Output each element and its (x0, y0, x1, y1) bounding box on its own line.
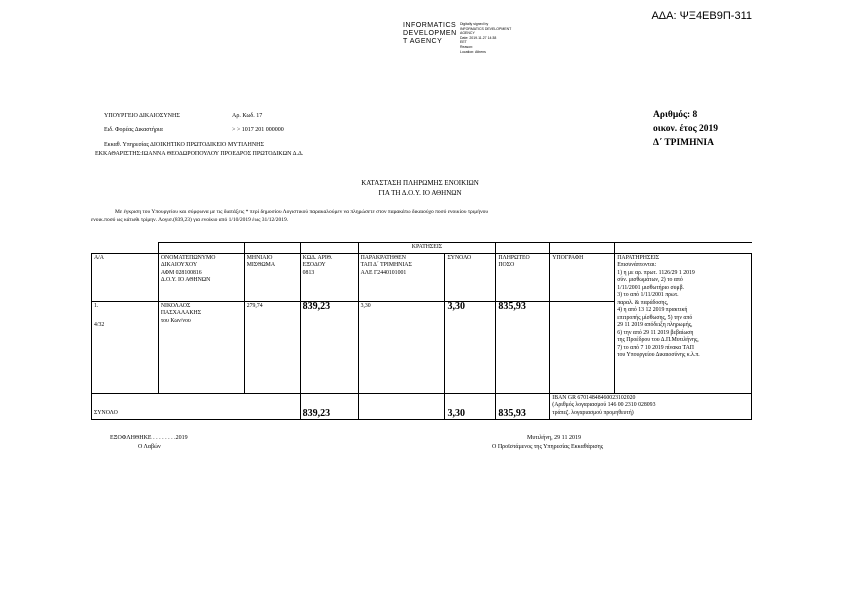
place-date: Μυτιλήνη, 29 11 2019 (527, 435, 581, 441)
exoflithike: ΕΞΟΦΛΗΘΗΚΕ . . . . . . . .2019 (110, 435, 188, 441)
ar-kod: Αρ. Κωδ. 17 (232, 113, 263, 119)
eid-foreas: Ειδ. Φορέας Δικαστήρια (104, 127, 163, 133)
arithmos: Αριθμός: 8 (653, 110, 698, 120)
synolo-value: 3,30 (445, 301, 496, 393)
kae-value: 839,23 (300, 301, 358, 393)
total-row (92, 393, 752, 419)
table-row: 1. 4/32 ΝΙΚΟΛΑΟΣ ΠΑΣΧΑΛΑΚΗΣ του Κων/νου 279,74 839,23 3,30 3,30 835,93 (92, 301, 752, 393)
col-ypografi: ΥΠΟΓΡΑΦΗ (550, 253, 615, 301)
ministry-name: ΥΠΟΥΡΓΕΙΟ ΔΙΚΑΙΟΣΥΝΗΣ (104, 113, 180, 119)
kratiseis-header: ΚΡΑΤΗΣΕΙΣ (358, 243, 496, 254)
document-title: ΚΑΤΑΣΤΑΣΗ ΠΛΗΡΩΜΗΣ ΕΝΟΙΚΙΩΝ (361, 179, 479, 187)
ida-logo: INFORMATICS DEVELOPMEN T AGENCY (403, 22, 457, 45)
ada-code: ΑΔΑ: ΨΞ4ΕΒ9Π-311 (651, 10, 752, 22)
total-kae: 839,23 (300, 393, 358, 419)
total-synolo: 3,30 (445, 393, 496, 419)
oikon-etos: οικον. έτος 2019 (653, 124, 719, 134)
col-name: ΟΝΟΜΑΤΕΠΩΝΥΜΟ ΔΙΚΑΙΟΥΧΟΥ ΑΦΜ 028100816 Δ.Ο.Υ. ΙΟ ΑΘΗΝΩΝ (158, 253, 244, 301)
total-pliroteo: 835,93 (496, 393, 550, 419)
proistamenos: Ο Προϊστάμενος της Υπηρεσίας Εκκαθάρισης (492, 444, 604, 450)
col-monthly: ΜΗΝΙΑΙΟ ΜΙΣΘΩΜΑ (244, 253, 300, 301)
col-kae: ΚΩΔ. ΑΡΙΘ. ΕΞΟΔΟΥ 0813 (300, 253, 358, 301)
ekkath-ypiresia: Εκκαθ. Υπηρεσίας ΔΙΟΙΚΗΤΙΚΟ ΠΡΩΤΟΔΙΚΕΙΟ ΜΥΤΙΛΗΝΗΣ (104, 142, 265, 148)
iban-cell: IBAN GR 67014848460023102020 (Αριθμός λογαριασμού 146 00 2310 028093 τράπεζ. λογαριασμού προμηθευτή) (550, 393, 752, 419)
trimhnia: Δ΄ ΤΡΙΜΗΝΙΑ (653, 138, 714, 148)
col-parakr: ΠΑΡΑΚΡΑΤΗΘΕΝ ΤΑΠ Δ΄ ΤΡΙΜΗΝΙΑΣ ΑΛΕ Γ2440101001 (358, 253, 445, 301)
paratiriseis-cell: ΠΑΡΑΤΗΡΗΣΕΙΣ Επισυνάπτονται: 1) η με αρ. πρωτ. 1126/29 1 2019 σύν. μισθωμάτων, 2) το από 1/11/2001 μισθωτήριο συμβ. 3) το από 1/11/2001 πρωτ. παραλ. & παράδοσης, 4) η από 13 12 2019 πρακτική επιτροπής μίσθωσης, 5) την από 29 11 2019 απόδειξη πληρωμής, 6) την από 29 11 2019 βεβαίωση της Προέδρου του Δ.Π.Μυτιλήνης, 7) το από 7 10 2019 πίνακα ΤΑΠ του Υπουργείου Δικαιοσύνης κ.λ.π. (615, 253, 752, 393)
col-synolo: ΣΥΝΟΛΟ (445, 253, 496, 301)
parakr-value: 3,30 (358, 301, 445, 393)
digital-signature-text: Digitally signed by INFORMATICS DEVELOPMENT AGENCY Date: 2019.11.27 14:38 EET Reason: Location: Athens (460, 22, 512, 54)
col-pliroteo: ΠΛΗΡΩΤΕΟ ΠΟΣΟ (496, 253, 550, 301)
total-label: ΣΥΝΟΛΟ (92, 393, 301, 419)
payment-table (91, 242, 752, 420)
foreas-code: > > 1017 201 000000 (232, 127, 284, 133)
intro-line-1: Με έγκριση του Υπουργείου και σύμφωνα με τις διατάξεις * περί δημοσίου Λογιστικού παρακαλούμεν να πληρώσετε στον παρακάτω δικαιούχο ποσό ενοικίου τριμήνου (115, 209, 489, 215)
ekkatharistis: ΕΚΚΑΘΑΡΙΣΤΗΣ:ΙΩΑΝΝΑ ΘΕΟΔΩΡΟΠΟΥΛΟΥ ΠΡΟΕΔΡΟΣ ΠΡΩΤΟΔΙΚΩΝ Δ.Δ. (95, 151, 304, 157)
col-aa: Α/Α (92, 253, 159, 301)
intro-line-2: ενοικ.ποσό ως κάτωθι τρίμην. Λογισ.(839,23) για ενοίκιο από 1/10/2019 έως 31/12/2019. (91, 217, 289, 223)
table-header-row (92, 253, 752, 301)
monthly-value: 279,74 (244, 301, 300, 393)
o-lavon: Ο Λαβών (138, 444, 161, 450)
pliroteo-value: 835,93 (496, 301, 550, 393)
document-subtitle: ΓΙΑ ΤΗ Δ.Ο.Υ. ΙΟ ΑΘΗΝΩΝ (378, 189, 462, 197)
